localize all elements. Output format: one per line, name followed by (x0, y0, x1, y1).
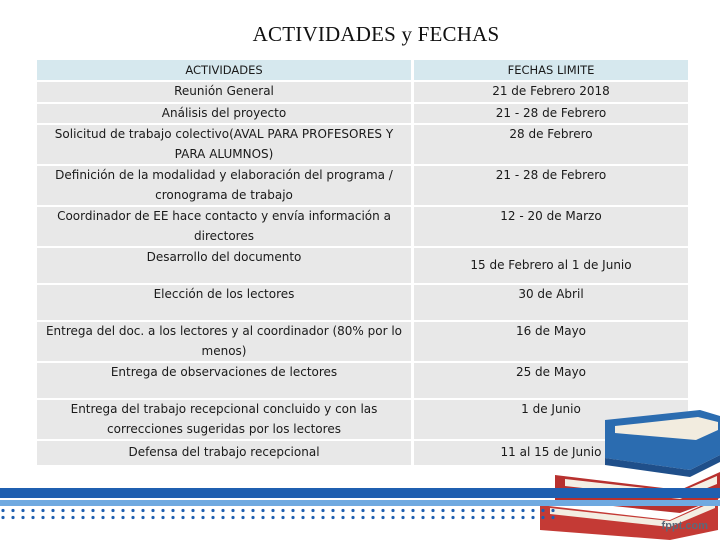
activity-cell: Reunión General (37, 80, 411, 102)
activity-cell: Solicitud de trabajo colectivo(AVAL PARA PROFESORES Y PARA ALUMNOS) (37, 123, 411, 164)
deadline-cell: 21 - 28 de Febrero (411, 102, 688, 124)
deadline-cell: 21 de Febrero 2018 (411, 80, 688, 102)
table-row (37, 205, 688, 246)
table-row (37, 283, 688, 320)
deadline-cell: 30 de Abril (411, 283, 688, 320)
activity-cell: Definición de la modalidad y elaboración del programa / cronograma de trabajo (37, 164, 411, 205)
column-header-activities: ACTIVIDADES (37, 60, 411, 80)
table-row (37, 164, 688, 205)
footer-brand: fppt.com (661, 520, 708, 532)
deadline-cell: 28 de Febrero (411, 123, 688, 164)
activity-cell: Coordinador de EE hace contacto y envía información a directores (37, 205, 411, 246)
activity-cell: Análisis del proyecto (37, 102, 411, 124)
table-row (37, 102, 688, 124)
deadline-cell: 12 - 20 de Marzo (411, 205, 688, 246)
table-header-row (37, 60, 688, 80)
deadline-cell: 21 - 28 de Febrero (411, 164, 688, 205)
table-row (37, 320, 688, 361)
top-book-icon (605, 410, 720, 477)
deadline-cell: 11 al 15 de Junio (411, 439, 688, 465)
deadline-cell: 16 de Mayo (411, 320, 688, 361)
table-row (37, 123, 688, 164)
deadline-cell: 1 de Junio (411, 398, 688, 439)
activity-cell: Elección de los lectores (37, 283, 411, 320)
activity-cell: Entrega del trabajo recepcional concluido y con las correcciones sugeridas por los lectores (37, 398, 411, 439)
table-row (37, 246, 688, 283)
footer-band-dark (0, 488, 720, 498)
footer-dot-pattern (0, 507, 720, 521)
page-title: ACTIVIDADES y FECHAS (252, 22, 500, 46)
activity-cell: Entrega del doc. a los lectores y al coordinador (80% por lo menos) (37, 320, 411, 361)
deadline-cell: 25 de Mayo (411, 361, 688, 398)
activity-cell: Desarrollo del documento (37, 246, 411, 283)
deadline-cell: 15 de Febrero al 1 de Junio (411, 246, 688, 283)
activity-cell: Defensa del trabajo recepcional (37, 439, 411, 465)
activity-cell: Entrega de observaciones de lectores (37, 361, 411, 398)
column-header-deadline: FECHAS LIMITE (411, 60, 688, 80)
table-row (37, 80, 688, 102)
footer-band-light (0, 500, 720, 506)
